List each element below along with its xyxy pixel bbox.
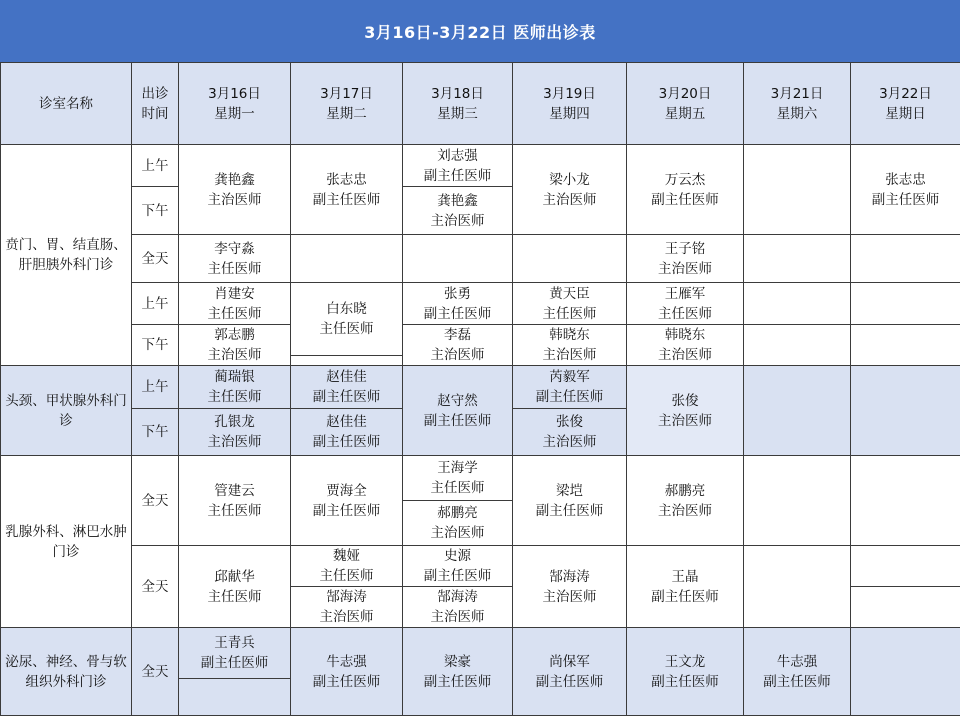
doctor-title: 副主任医师 [200,655,269,671]
doctor-name: 王文龙 [664,653,706,670]
empty-cell [744,456,851,546]
header-day [851,63,960,145]
doctor-name: 蔺瑞银 [214,369,255,385]
empty-cell [744,366,851,456]
doctor-cell [851,145,960,235]
doctor-title: 主任医师 [542,305,597,322]
header-time-line1: 出诊 [141,85,169,102]
doctor-title: 副主任医师 [651,673,719,690]
doctor-title: 主治医师 [542,588,597,605]
doctor-title: 副主任医师 [312,673,381,690]
doctor-name: 郜海涛 [326,589,367,605]
schedule-row [1,283,960,304]
doctor-cell [291,628,403,716]
dept-name: 贲门、胃、结直肠、肝胆胰外科门诊 [1,145,132,366]
time-slot: 下午 [132,187,179,235]
day-date: 3月18日 [431,85,484,102]
header-time [132,63,179,145]
doctor-title: 主治医师 [207,434,262,450]
day-week: 星期四 [549,105,590,122]
doctor-name: 龚艳鑫 [214,171,255,188]
doctor-cell [179,409,291,456]
doctor-cell [179,325,291,366]
day-date: 3月22日 [879,85,932,102]
header-time-line2: 时间 [141,105,169,122]
day-date: 3月21日 [770,85,824,102]
empty-cell [744,546,851,628]
day-week: 星期五 [664,105,706,122]
doctor-cell [291,145,403,235]
doctor-title: 主任医师 [319,568,374,584]
doctor-cell [403,628,513,716]
empty-cell [291,235,403,283]
empty-cell [851,325,960,366]
doctor-title: 主治医师 [658,260,712,277]
time-slot: 上午 [132,366,179,409]
doctor-name: 牛志强 [776,653,818,670]
doctor-cell [179,366,291,409]
time-slot: 全天 [132,235,179,283]
empty-cell [513,235,627,283]
doctor-cell [179,145,291,235]
doctor-cell [403,456,513,501]
doctor-cell [627,628,744,716]
doctor-title: 副主任医师 [312,434,381,450]
doctor-cell [627,325,744,366]
doctor-cell [403,501,513,546]
doctor-name: 孔银龙 [214,414,255,430]
doctor-cell [627,235,744,283]
doctor-title: 主任医师 [207,588,262,605]
doctor-title: 副主任医师 [763,673,831,690]
schedule-row [1,546,960,587]
day-week: 星期一 [214,105,255,122]
doctor-title: 主任医师 [658,305,712,322]
doctor-title: 主治医师 [430,525,485,541]
doctor-cell [403,187,513,235]
doctor-name: 王海学 [437,460,478,476]
doctor-title: 主治医师 [658,502,712,519]
schedule-row [1,456,960,501]
doctor-cell [513,283,627,325]
doctor-cell [403,366,513,456]
empty-cell [744,325,851,366]
doctor-title: 主治医师 [430,347,485,363]
doctor-name: 贾海全 [326,482,367,499]
doctor-name: 郜海涛 [549,568,590,585]
doctor-cell [513,325,627,366]
doctor-cell [403,587,513,628]
empty-cell [851,235,960,283]
doctor-name: 王子铭 [664,240,706,257]
doctor-cell [179,628,291,679]
empty-cell [851,628,960,716]
doctor-name: 张勇 [444,285,471,302]
doctor-name: 梁小龙 [549,171,590,188]
header-room: 诊室名称 [1,63,132,145]
doctor-title: 主治医师 [430,609,485,625]
doctor-name: 郜海涛 [437,589,478,605]
doctor-cell [627,546,744,628]
doctor-title: 副主任医师 [535,673,604,690]
doctor-name: 邱献华 [214,568,255,585]
doctor-name: 尚保军 [549,653,590,670]
doctor-name: 郝鹏亮 [437,505,478,521]
schedule-row [1,325,960,346]
doctor-cell [513,456,627,546]
empty-cell [744,145,851,235]
doctor-title: 主任医师 [430,480,485,496]
doctor-cell [403,325,513,366]
header-day [627,63,744,145]
doctor-cell [403,283,513,325]
doctor-cell [513,546,627,628]
time-slot: 全天 [132,456,179,546]
day-week: 星期六 [776,105,818,122]
doctor-title: 副主任医师 [312,191,381,208]
doctor-name: 张志忠 [326,171,367,188]
doctor-title: 副主任医师 [423,412,492,429]
doctor-cell [403,145,513,187]
doctor-title: 副主任医师 [535,389,604,405]
doctor-title: 副主任医师 [423,568,492,584]
empty-cell [851,283,960,325]
doctor-name: 赵守然 [437,392,478,409]
doctor-name: 张俊 [671,392,699,409]
doctor-name: 韩晓东 [549,327,590,343]
doctor-cell [627,456,744,546]
doctor-title: 主治医师 [430,212,485,229]
doctor-title: 主治医师 [542,434,597,450]
schedule-row [1,366,960,409]
time-slot: 上午 [132,283,179,325]
day-week: 星期日 [885,105,926,122]
day-date: 3月17日 [320,85,373,102]
doctor-name: 白东晓 [326,301,367,317]
doctor-title: 副主任医师 [871,191,940,208]
schedule-row [1,145,960,166]
doctor-title: 副主任医师 [423,305,492,322]
doctor-name: 芮毅军 [549,369,590,385]
doctor-cell [179,235,291,283]
doctor-name: 王雁军 [664,285,706,302]
doctor-title: 副主任医师 [312,502,381,519]
doctor-cell [291,587,403,628]
doctor-name: 赵佳佳 [326,414,367,430]
doctor-name: 李守淼 [214,240,255,257]
doctor-title: 主任医师 [207,305,262,322]
dept-name: 乳腺外科、淋巴水肿门诊 [1,456,132,628]
doctor-title: 主任医师 [207,389,262,405]
doctor-cell [179,546,291,628]
time-slot: 全天 [132,546,179,628]
empty-cell [851,587,960,628]
doctor-title: 主任医师 [207,260,262,277]
doctor-title: 副主任医师 [651,588,719,605]
empty-cell [851,456,960,546]
doctor-name: 郝鹏亮 [664,482,706,499]
doctor-cell [744,628,851,716]
doctor-cell [513,366,627,409]
schedule-table [0,62,960,716]
doctor-title: 主任医师 [319,321,374,337]
doctor-cell [627,145,744,235]
doctor-name: 梁垲 [556,482,583,499]
day-week: 星期二 [326,105,367,122]
doctor-name: 李磊 [444,327,471,343]
dept-name: 头颈、甲状腺外科门诊 [1,366,132,456]
schedule-row [1,628,960,679]
doctor-name: 史源 [444,548,471,564]
day-week: 星期三 [437,105,478,122]
dept-name: 泌尿、神经、骨与软组织外科门诊 [1,628,132,716]
day-date: 3月16日 [208,85,261,102]
time-slot: 全天 [132,628,179,716]
doctor-title: 副主任医师 [535,502,604,519]
doctor-title: 副主任医师 [423,673,492,690]
doctor-cell [291,456,403,546]
day-date: 3月19日 [543,85,596,102]
doctor-name: 牛志强 [326,653,367,670]
doctor-title: 主治医师 [658,412,712,429]
doctor-name: 郭志鹏 [214,327,255,343]
doctor-cell [291,283,403,356]
empty-cell [744,235,851,283]
doctor-cell [513,409,627,456]
empty-cell [744,283,851,325]
empty-cell [403,235,513,283]
header-day [291,63,403,145]
doctor-cell [627,283,744,325]
doctor-name: 张志忠 [885,171,926,188]
doctor-name: 梁豪 [444,653,471,670]
empty-cell [851,366,960,456]
doctor-name: 赵佳佳 [326,369,367,385]
doctor-name: 刘志强 [437,147,478,164]
doctor-title: 主治医师 [658,347,712,363]
doctor-cell [291,409,403,456]
doctor-name: 黄天臣 [549,285,590,302]
header-day [513,63,627,145]
doctor-cell [627,366,744,456]
day-date: 3月20日 [658,85,712,102]
doctor-name: 王青兵 [214,635,255,651]
doctor-name: 魏娅 [333,548,360,564]
header-day [403,63,513,145]
doctor-name: 张俊 [556,414,583,430]
doctor-title: 主治医师 [207,347,262,363]
time-slot: 上午 [132,145,179,187]
doctor-name: 万云杰 [664,171,706,188]
doctor-title: 主治医师 [207,191,262,208]
doctor-name: 肖建安 [214,285,255,302]
empty-cell [179,679,291,716]
doctor-title: 副主任医师 [423,167,492,184]
doctor-name: 韩晓东 [664,327,706,343]
doctor-name: 王晶 [671,568,699,585]
header-row [1,63,960,145]
time-slot: 下午 [132,325,179,366]
doctor-title: 主治医师 [542,191,597,208]
doctor-name: 管建云 [214,482,255,499]
doctor-title: 主任医师 [207,502,262,519]
doctor-cell [403,546,513,587]
doctor-cell [291,366,403,409]
time-slot: 下午 [132,409,179,456]
doctor-cell [179,456,291,546]
doctor-cell [513,145,627,235]
doctor-title: 主治医师 [542,347,597,363]
doctor-cell [513,628,627,716]
doctor-name: 龚艳鑫 [437,192,478,209]
header-day [744,63,851,145]
doctor-title: 主治医师 [319,609,374,625]
header-day [179,63,291,145]
schedule-title: 3月16日-3月22日 医师出诊表 [0,0,960,62]
doctor-cell [179,283,291,325]
empty-cell [851,546,960,587]
doctor-title: 副主任医师 [651,191,719,208]
doctor-cell [291,546,403,587]
doctor-title: 副主任医师 [312,389,381,405]
schedule-row [1,235,960,283]
